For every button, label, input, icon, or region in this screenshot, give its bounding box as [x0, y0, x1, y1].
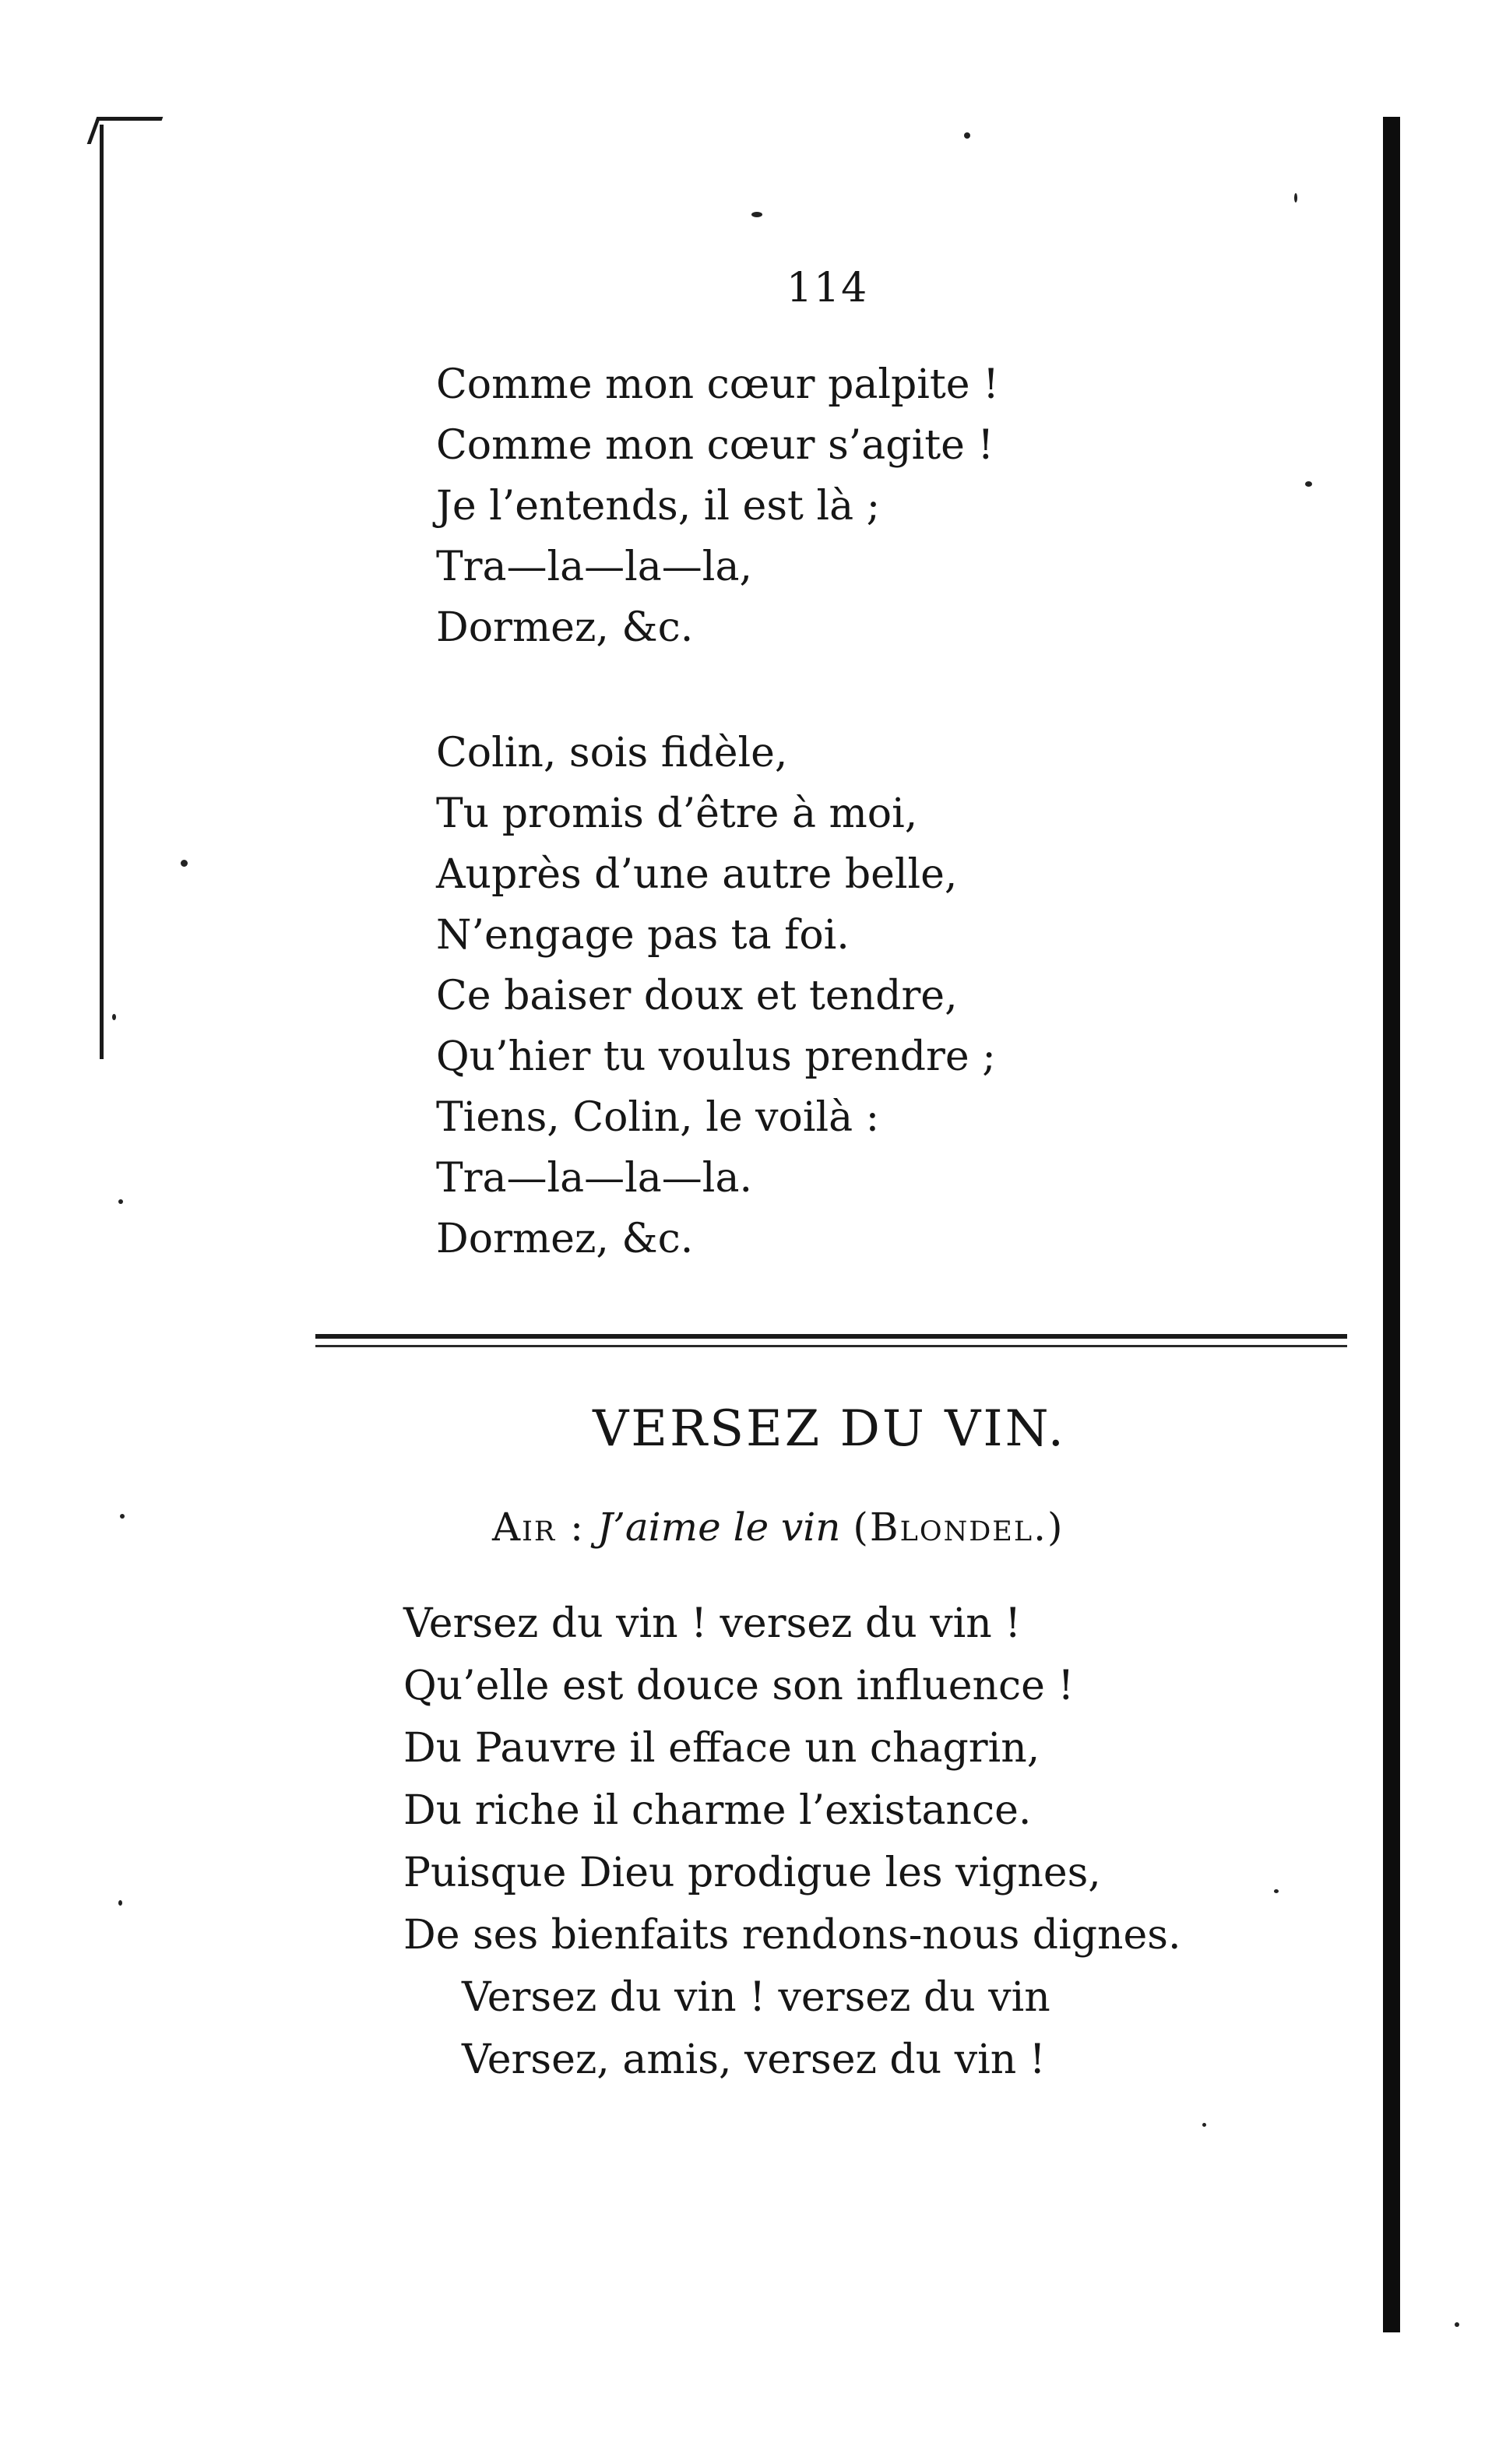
divider-thin-line: [315, 1345, 1347, 1347]
verse-line: Dormez, &c.: [436, 604, 694, 651]
verse-line: Auprès d’une autre belle,: [436, 851, 958, 898]
verse-line: Colin, sois fidèle,: [436, 730, 788, 776]
refrain-line: Versez du vin ! versez du vin: [462, 1974, 1050, 2021]
left-margin-scan-line: [100, 125, 104, 1059]
stanza-3: [403, 1593, 1181, 2091]
scan-speck: [751, 212, 762, 217]
verse-line: Je l’entends, il est là ;: [436, 483, 881, 530]
refrain-line: Versez, amis, versez du vin !: [462, 2036, 1046, 2083]
air-composer: (Blondel.): [853, 1505, 1064, 1550]
scan-speck: [964, 132, 970, 139]
scan-speck: [1455, 2322, 1459, 2327]
verse-line: Qu’elle est douce son influence !: [403, 1663, 1075, 1709]
air-tune: J’aime le vin: [596, 1505, 841, 1550]
verse-line: Comme mon cœur s’agite !: [436, 422, 994, 469]
scan-speck: [1202, 2123, 1206, 2127]
verse-line: Du riche il charme l’existance.: [403, 1787, 1032, 1834]
scan-speck: [1305, 481, 1312, 487]
verse-line: N’engage pas ta foi.: [436, 912, 850, 959]
air-line: [492, 1505, 1064, 1550]
verse-line: Tra—la—la—la,: [436, 544, 752, 590]
verse-line: Ce baiser doux et tendre,: [436, 973, 958, 1019]
verse-line: Comme mon cœur palpite !: [436, 361, 999, 408]
verse-line: De ses bienfaits rendons-nous dignes.: [403, 1912, 1181, 1959]
stanza-1: [436, 354, 999, 658]
binding-edge: [1383, 117, 1400, 2332]
verse-line: Tu promis d’être à moi,: [436, 790, 918, 837]
scan-speck: [181, 860, 188, 867]
verse-line: Tra—la—la—la.: [436, 1155, 752, 1202]
song-title: VERSEZ DU VIN.: [593, 1400, 1066, 1458]
scan-speck: [1274, 1889, 1279, 1893]
verse-line: Qu’hier tu voulus prendre ;: [436, 1033, 996, 1080]
section-divider: [315, 1334, 1347, 1347]
air-label: Air :: [492, 1505, 586, 1550]
page-number: 114: [786, 265, 869, 312]
scan-speck: [120, 1514, 125, 1519]
scan-speck: [118, 1199, 123, 1204]
stanza-2: [436, 723, 996, 1269]
verse-line: Versez du vin ! versez du vin !: [403, 1600, 1022, 1647]
verse-line: Tiens, Colin, le voilà :: [436, 1094, 880, 1141]
verse-line: Puisque Dieu prodigue les vignes,: [403, 1850, 1101, 1896]
verse-line: Dormez, &c.: [436, 1216, 694, 1262]
verse-line: Du Pauvre il efface un chagrin,: [403, 1725, 1040, 1772]
scan-speck: [118, 1900, 122, 1906]
scan-speck: [112, 1014, 116, 1020]
left-margin-scan-mark: [87, 117, 164, 144]
scan-speck: [1294, 193, 1297, 202]
